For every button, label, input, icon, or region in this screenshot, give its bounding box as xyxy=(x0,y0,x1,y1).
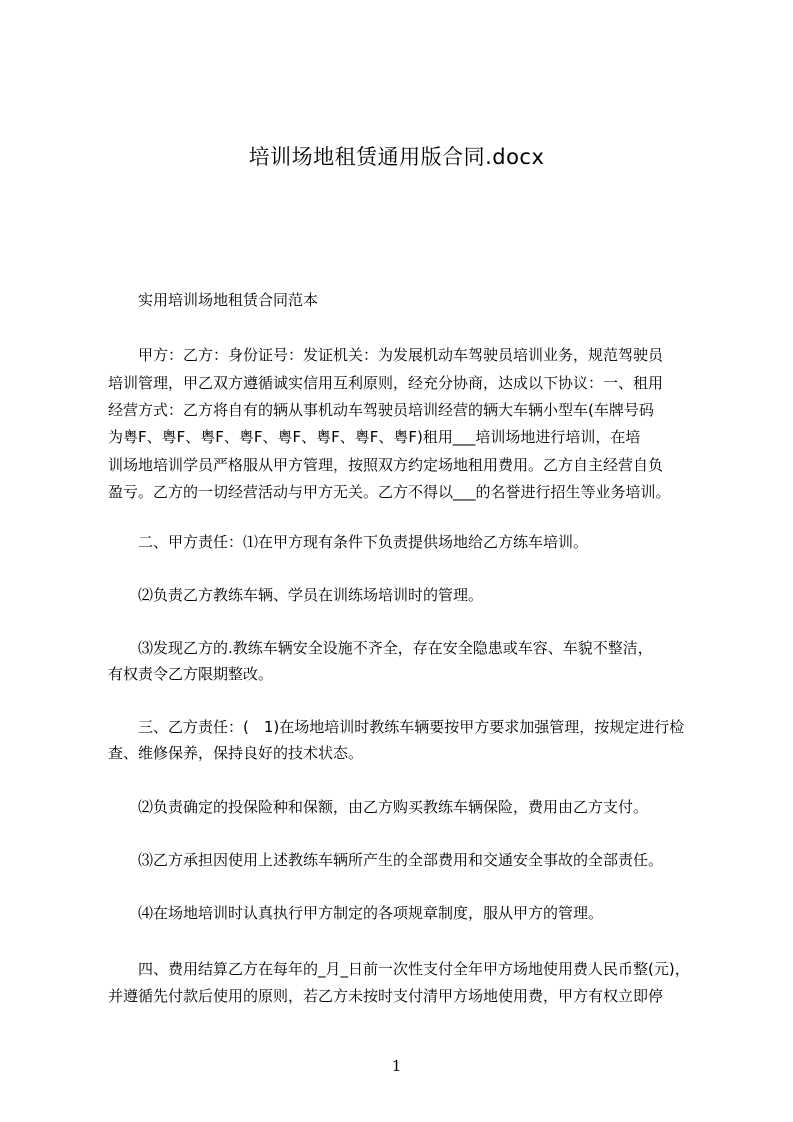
paragraph-line: 四、费用结算乙方在每年的_月_日前一次性支付全年甲方场地使用费人民币整(元)， xyxy=(138,960,690,978)
paragraph-line: 训场地培训学员严格服从甲方管理，按照双方约定场地租用费用。乙方自主经营自负 xyxy=(108,456,664,474)
paragraph-line: ⑷在场地培训时认真执行甲方制定的各项规章制度，服从甲方的管理。 xyxy=(138,904,604,922)
paragraph-line: 培训管理，甲乙双方遵循诚实信用互利原则，经充分协商，达成以下协议：一、租用 xyxy=(108,374,664,392)
paragraph-line: 有权责令乙方限期整改。 xyxy=(108,665,274,683)
paragraph-line: ⑶乙方承担因使用上述教练车辆所产生的全部费用和交通安全事故的全部责任。 xyxy=(138,851,664,869)
paragraph-line: 查、维修保养，保持良好的技术状态。 xyxy=(108,744,364,762)
document-subtitle: 实用培训场地租赁合同范本 xyxy=(138,291,319,309)
paragraph-line: ⑶发现乙方的.教练车辆安全设施不齐全，存在安全隐患或车容、车貌不整洁， xyxy=(138,639,653,657)
paragraph-line: 甲方：乙方：身份证号：发证机关：为发展机动车驾驶员培训业务，规范驾驶员 xyxy=(138,346,664,364)
paragraph-line: 二、甲方责任：⑴在甲方现有条件下负责提供场地给乙方练车培训。 xyxy=(138,533,589,551)
paragraph-line: 经营方式：乙方将自有的辆从事机动车驾驶员培训经营的辆大车辆小型车(车牌号码 xyxy=(108,401,654,419)
paragraph-line: 三、乙方责任：( 1)在场地培训时教练车辆要按甲方要求加强管理，按规定进行检 xyxy=(138,718,685,736)
paragraph-line: 为粤F、粤F、粤F、粤F、粤F、粤F、粤F、粤F)租用___培训场地进行培训，在培 xyxy=(108,428,641,446)
paragraph-line: 盈亏。乙方的一切经营活动与甲方无关。乙方不得以___的名誉进行招生等业务培训。 xyxy=(108,483,671,501)
page-number: 1 xyxy=(391,1057,402,1075)
paragraph-line: ⑵负责确定的投保险种和保额，由乙方购买教练车辆保险，费用由乙方支付。 xyxy=(138,798,649,816)
paragraph-line: 并遵循先付款后使用的原则，若乙方未按时支付清甲方场地使用费，甲方有权立即停 xyxy=(108,987,664,1005)
paragraph-line: ⑵负责乙方教练车辆、学员在训练场培训时的管理。 xyxy=(138,586,484,604)
document-title: 培训场地租赁通用版合同.docx xyxy=(248,145,545,169)
